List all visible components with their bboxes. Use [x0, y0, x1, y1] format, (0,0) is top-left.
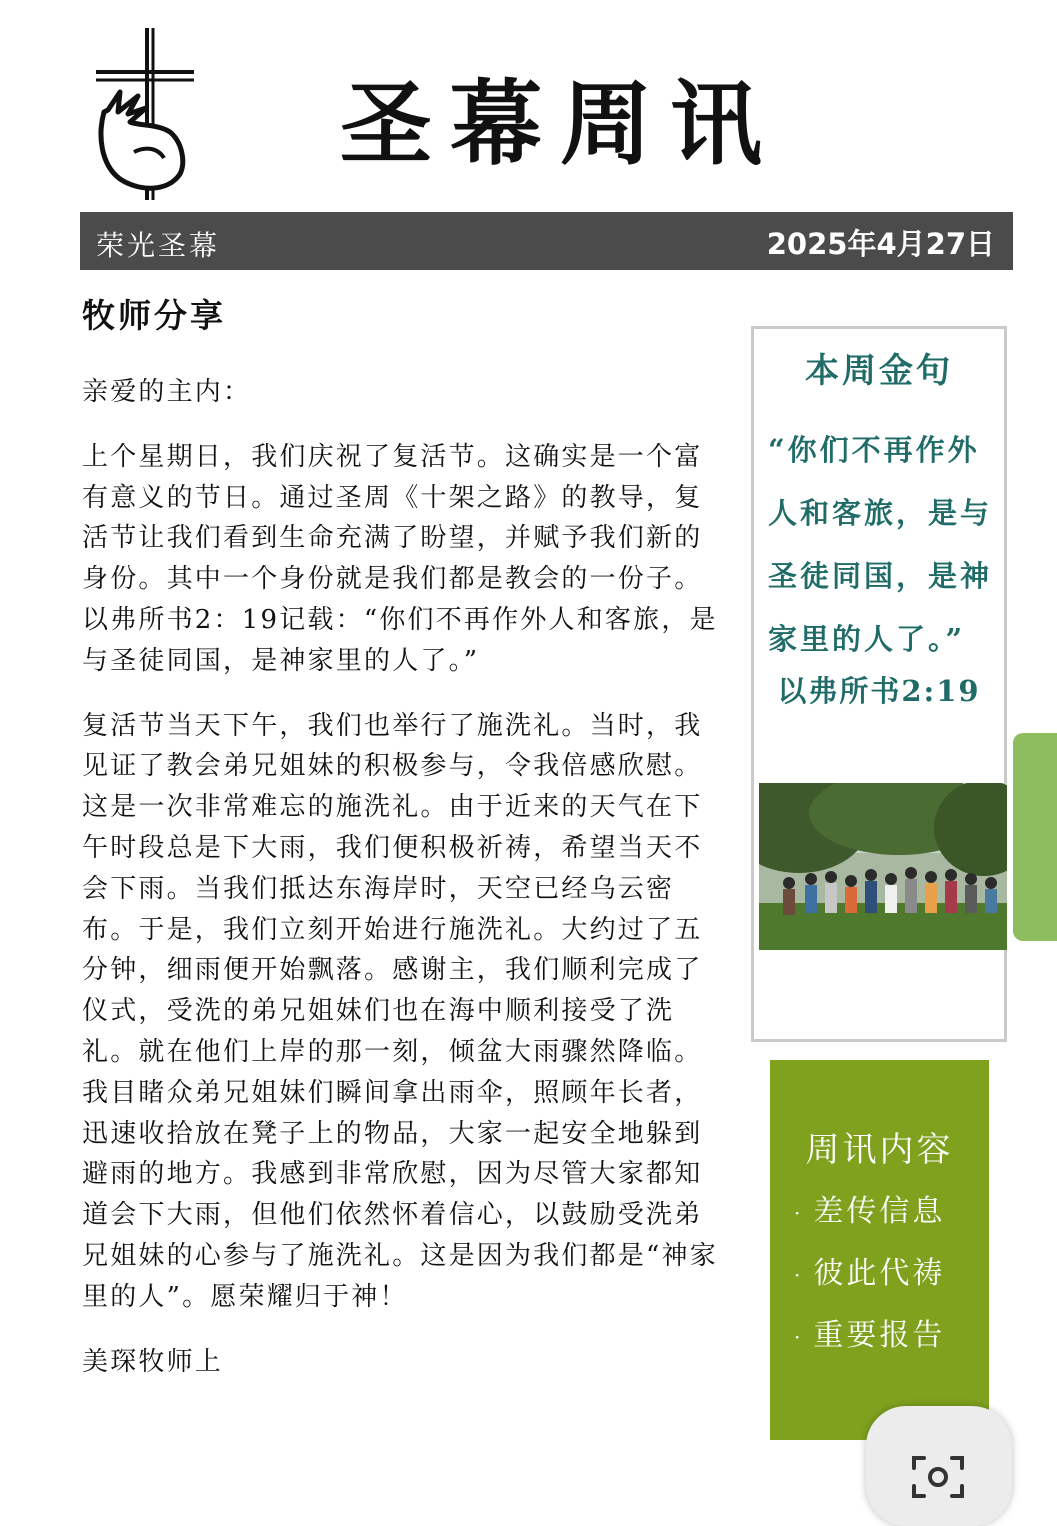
article-body [82, 372, 722, 1406]
article-paragraph: 上个星期日，我们庆祝了复活节。这确实是一个富有意义的节日。通过圣周《十架之路》的教导，复活节让我们看到生命充满了盼望，并赋予我们新的身份。其中一个身份就是我们都是教会的一份子。以弗所书2：19记载：“你们不再作外人和客旅，是与圣徒同国，是神家里的人了。” [82, 441, 718, 676]
contents-item: · 差传信息 [794, 1194, 946, 1229]
header-banner [80, 212, 1013, 270]
newsletter-title: 圣幕周讯 [339, 70, 780, 178]
verse-title: 本周金句 [805, 351, 953, 391]
cross-dove-logo-icon [90, 24, 200, 204]
side-tab[interactable] [1013, 733, 1057, 941]
contents-item-label: 重要报告 [813, 1318, 946, 1353]
contents-item-label: 彼此代祷 [813, 1256, 946, 1291]
baptism-group-photo [759, 783, 1007, 950]
article-paragraph: 复活节当天下午，我们也举行了施洗礼。当时，我见证了教会弟兄姐妹的积极参与，令我倍感欣慰。这是一次非常难忘的施洗礼。由于近来的天气在下午时段总是下大雨，我们便积极祈祷，希望当天不会下雨。当我们抵达东海岸时，天空已经乌云密布。于是，我们立刻开始进行施洗礼。大约过了五分钟，细雨便开始飘落。感谢主，我们顺利完成了仪式，受洗的弟兄姐妹们也在海中顺利接受了洗礼。就在他们上岸的那一刻，倾盆大雨骤然降临。我目睹众弟兄姐妹们瞬间拿出雨伞，照顾年长者，迅速收拾放在凳子上的物品，大家一起安全地躲到避雨的地方。我感到非常欣慰，因为尽管大家都知道会下大雨，但他们依然怀着信心，以鼓励受洗弟兄姐妹的心参与了施洗礼。这是因为我们都是“神家里的人”。愿荣耀归于神！ [82, 710, 718, 1312]
greeting: 亲爱的主内： [82, 377, 252, 407]
verse-text: “你们不再作外人和客旅，是与圣徒同国，是神家里的人了。” [768, 433, 993, 656]
contents-item: · 重要报告 [794, 1318, 946, 1353]
contents-item-label: 差传信息 [813, 1194, 946, 1229]
screenshot-capture-icon [910, 1452, 966, 1502]
verse-reference: 以弗所书2:19 [777, 674, 981, 708]
banner-church-name: 荣光圣幕 [96, 229, 221, 262]
contents-item: · 彼此代祷 [794, 1256, 946, 1291]
section-heading: 牧师分享 [82, 296, 226, 335]
screenshot-capture-button[interactable] [866, 1406, 1012, 1526]
contents-box [770, 1060, 989, 1440]
contents-title: 周讯内容 [805, 1130, 954, 1170]
banner-date: 2025年4月27日 [766, 227, 995, 261]
signature: 美琛牧师上 [82, 1346, 224, 1377]
weekly-verse-box [751, 326, 1007, 1042]
